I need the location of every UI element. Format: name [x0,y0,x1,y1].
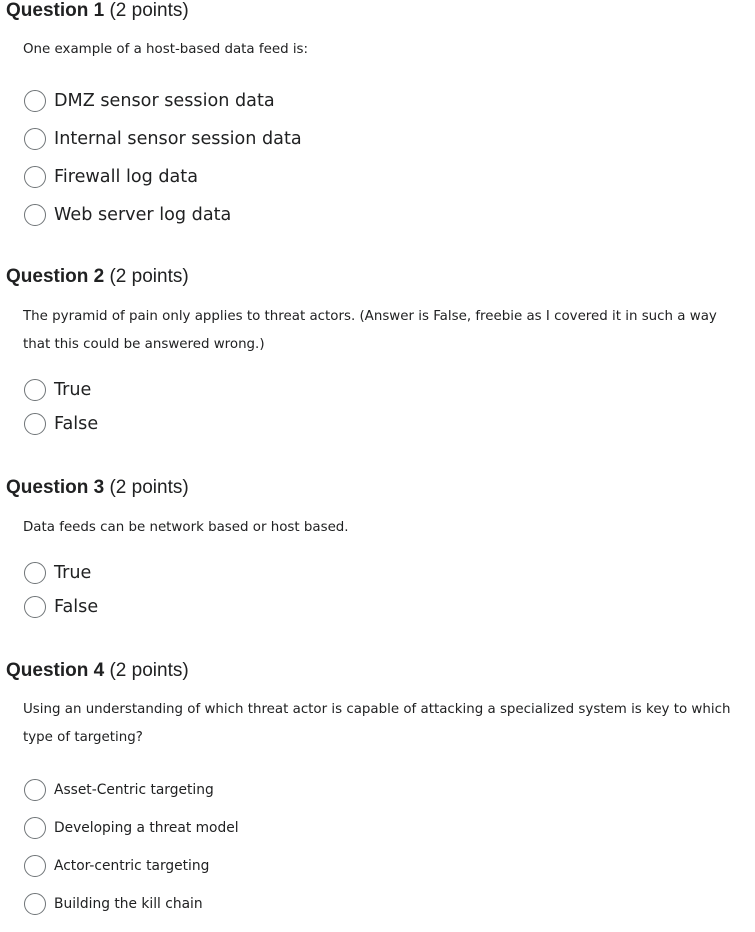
question-title [6,266,189,288]
answer-option[interactable] [24,88,275,114]
option-label[interactable]: Internal sensor session data [54,129,302,149]
radio-button[interactable] [24,204,46,226]
radio-button[interactable] [24,128,46,150]
question-title [6,477,189,499]
radio-button[interactable] [24,379,46,401]
question-title [6,660,189,682]
question-prompt: One example of a host-based data feed is: [23,42,309,57]
question-points: (2 points) [109,266,189,287]
option-label[interactable]: Developing a threat model [54,820,239,836]
answer-option[interactable] [24,560,91,586]
radio-button[interactable] [24,817,46,839]
answer-option[interactable] [24,853,209,879]
question-points: (2 points) [109,0,189,21]
option-label[interactable]: DMZ sensor session data [54,91,275,111]
question-prompt: Using an understanding of which threat actor is capable of attacking a specialized system is key to which type of targeting? [23,702,731,745]
option-label[interactable]: Building the kill chain [54,896,203,912]
option-label[interactable]: True [54,380,92,400]
option-label[interactable]: False [54,597,99,617]
radio-button[interactable] [24,166,46,188]
question-number: Question 4 [6,660,105,681]
question-prompt: Data feeds can be network based or host based. [23,520,349,535]
radio-button[interactable] [24,90,46,112]
option-label[interactable]: True [54,563,92,583]
answer-option[interactable] [24,777,214,803]
answer-option[interactable] [24,594,98,620]
radio-button[interactable] [24,562,46,584]
option-label[interactable]: Firewall log data [54,167,198,187]
answer-option[interactable] [24,377,91,403]
radio-button[interactable] [24,779,46,801]
answer-option[interactable] [24,126,302,152]
question-points: (2 points) [109,477,189,498]
answer-option[interactable] [24,164,198,190]
question-number: Question 1 [6,0,105,21]
question-points: (2 points) [109,660,189,681]
option-label[interactable]: Asset-Centric targeting [54,782,214,798]
radio-button[interactable] [24,855,46,877]
option-label[interactable]: Web server log data [54,205,232,225]
question-title [6,0,189,22]
answer-option[interactable] [24,411,98,437]
question-number: Question 2 [6,266,105,287]
answer-option[interactable] [24,202,231,228]
option-label[interactable]: False [54,414,99,434]
radio-button[interactable] [24,596,46,618]
answer-option[interactable] [24,891,203,917]
option-label[interactable]: Actor-centric targeting [54,858,210,874]
question-prompt: The pyramid of pain only applies to threat actors. (Answer is False, freebie as I covered it in such a way that this could be answered wrong.) [23,309,717,352]
answer-option[interactable] [24,815,239,841]
radio-button[interactable] [24,893,46,915]
radio-button[interactable] [24,413,46,435]
question-number: Question 3 [6,477,105,498]
